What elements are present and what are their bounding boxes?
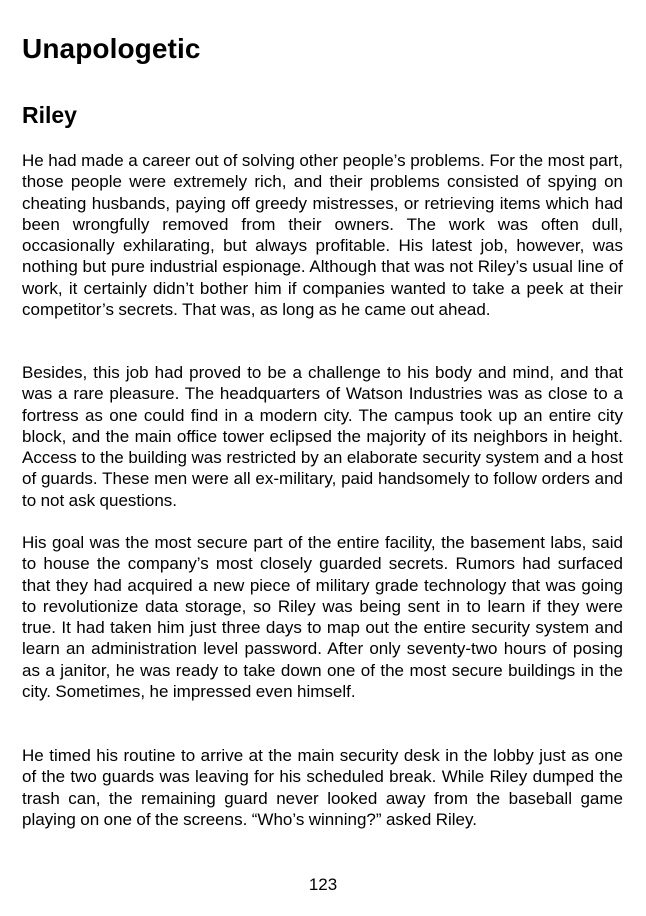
page-number: 123 [308,875,338,894]
chapter-heading: Riley [22,102,77,128]
paragraph: His goal was the most secure part of the entire facility, the basement labs, said to house the company’s most closely guarded secrets. Rumors had surfaced that they had acquired a new piece of military grade technology that was going to revolutionize data storage, so Riley was being sent in to learn if they were true. It had taken him just three days to map out the entire security system and learn an administration level password. After only seventy-two hours of posing as a janitor, he was ready to take down one of the most secure buildings in the city. Sometimes, he impressed even himself. [22,533,623,702]
paragraph: He timed his routine to arrive at the main security desk in the lobby just as one of the two guards was leaving for his scheduled break. While Riley dumped the trash can, the remaining guard never looked away from the baseball game playing on one of the screens. “Who’s winning?” asked Riley. [22,746,623,829]
paragraph: Besides, this job had proved to be a challenge to his body and mind, and that was a rare pleasure. The headquarters of Watson Industries was as close to a fortress as one could find in a modern city. The campus took up an entire city block, and the main office tower eclipsed the majority of its neighbors in height. Access to the building was restricted by an elaborate security system and a host of guards. These men were all ex-military, paid handsomely to follow orders and to not ask questions. [22,363,623,510]
paragraph: He had made a career out of solving other people’s problems. For the most part, those people were extremely rich, and their problems consisted of spying on cheating husbands, paying off greedy mistresses, or retrieving items which had been wrongfully removed from their owners. The work was often dull, occasionally exhilarating, but always profitable. His latest job, however, was nothing but pure industrial espionage. Although that was not Riley’s usual line of work, it certainly didn’t bother him if companies wanted to take a peek at their competitor’s secrets. That was, as long as he came out ahead. [22,151,623,320]
book-title: Unapologetic [22,33,201,64]
